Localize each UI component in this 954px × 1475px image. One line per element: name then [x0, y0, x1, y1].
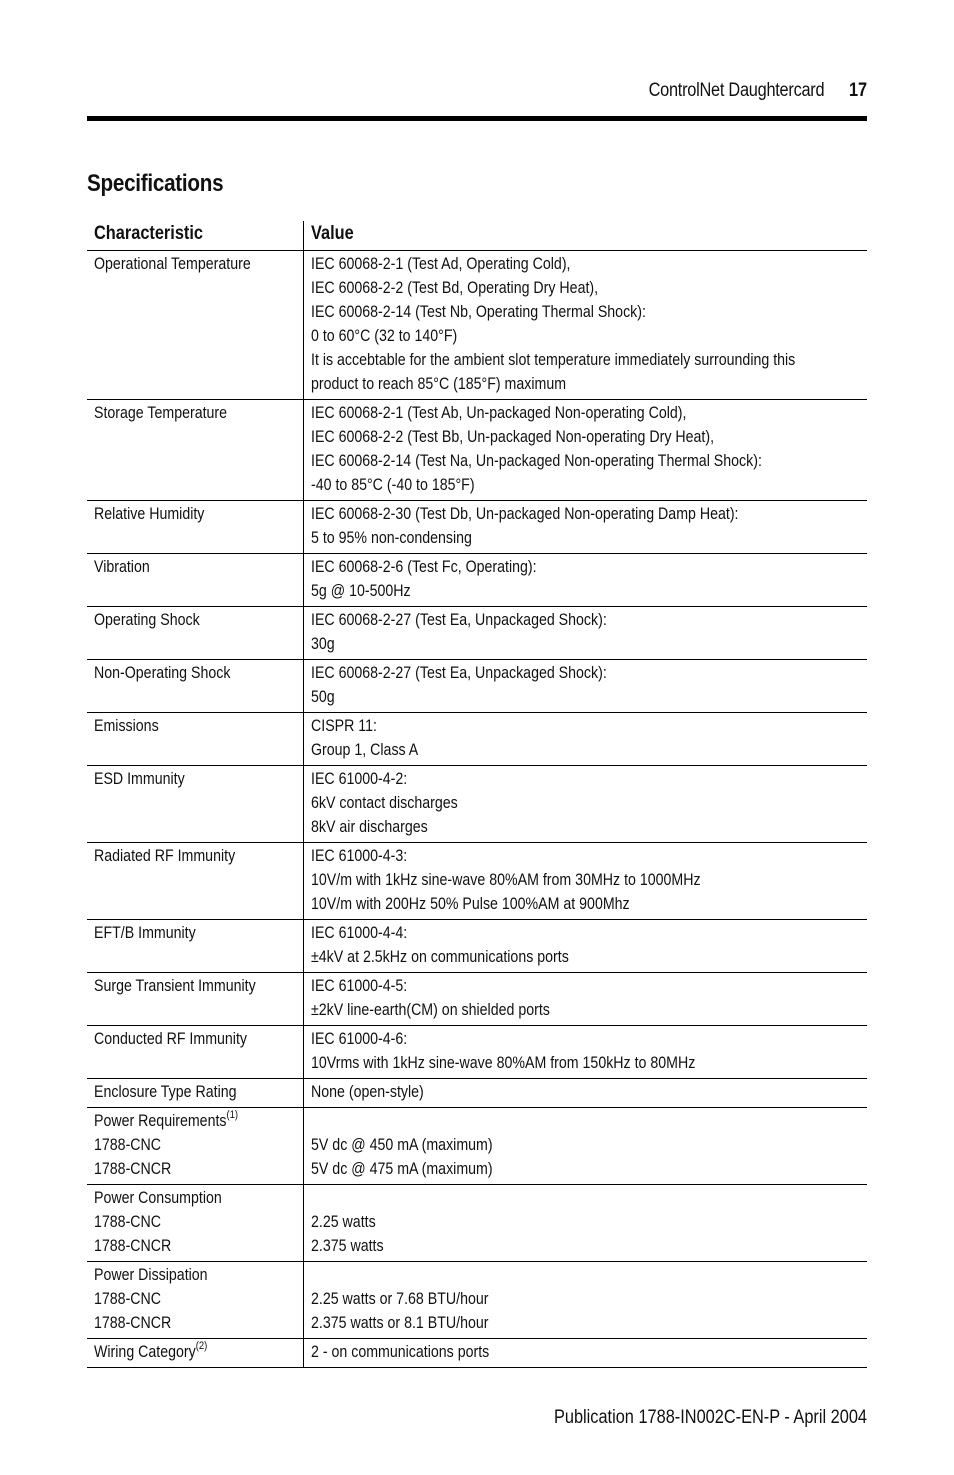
characteristic-cell	[87, 251, 303, 400]
characteristic-cell	[87, 1262, 303, 1339]
value-text: 5 to 95% non-condensing	[310, 529, 472, 547]
value-cell	[303, 843, 867, 920]
table-row	[87, 973, 867, 1026]
characteristic-cell	[87, 843, 303, 920]
characteristic-text: 1788-CNCR	[94, 1314, 172, 1332]
characteristic-text: 1788-CNC	[94, 1290, 162, 1308]
value-text: IEC 61000-4-6:	[310, 1030, 407, 1048]
table-row	[87, 843, 867, 920]
characteristic-cell	[87, 660, 303, 713]
table-row	[87, 251, 867, 400]
value-text: IEC 60068-2-14 (Test Na, Un-packaged Non-operating Thermal Shock):	[310, 452, 762, 470]
value-cell	[303, 920, 867, 973]
value-text: Group 1, Class A	[310, 741, 418, 759]
value-text: -40 to 85°C (-40 to 185°F)	[310, 476, 475, 494]
table-row	[87, 1026, 867, 1079]
value-text: 2.375 watts	[310, 1237, 384, 1255]
characteristic-cell	[87, 1339, 303, 1368]
value-text: IEC 60068-2-30 (Test Db, Un-packaged Non-operating Damp Heat):	[310, 505, 739, 523]
publication-footer: Publication 1788-IN002C-EN-P - April 2004	[553, 1407, 867, 1428]
value-text: IEC 61000-4-5:	[310, 977, 407, 995]
value-cell	[303, 554, 867, 607]
characteristic-text: Wiring Category$^{(2)}$	[94, 1339, 208, 1361]
value-cell	[303, 1079, 867, 1108]
value-text: product to reach 85°C (185°F) maximum	[310, 375, 566, 393]
characteristic-text: Power Dissipation	[94, 1266, 208, 1284]
value-cell	[303, 766, 867, 843]
value-text	[311, 1186, 784, 1210]
value-cell	[303, 1026, 867, 1079]
table-row	[87, 400, 867, 501]
characteristic-cell	[87, 1185, 303, 1262]
value-text: 5V dc @ 475 mA (maximum)	[310, 1160, 493, 1178]
value-cell	[303, 251, 867, 400]
value-text: IEC 60068-2-14 (Test Nb, Operating Thermal Shock):	[310, 303, 646, 321]
value-text	[311, 1109, 784, 1133]
value-text: 2 - on communications ports	[310, 1343, 489, 1361]
value-text: 5g @ 10-500Hz	[310, 582, 411, 600]
value-text: 5V dc @ 450 mA (maximum)	[310, 1136, 493, 1154]
characteristic-text: Storage Temperature	[94, 404, 228, 422]
value-cell	[303, 1185, 867, 1262]
characteristic-cell	[87, 1026, 303, 1079]
characteristic-text: Non-Operating Shock	[94, 664, 231, 682]
characteristic-cell	[87, 713, 303, 766]
characteristic-text: Vibration	[94, 558, 150, 576]
value-text: ±2kV line-earth(CM) on shielded ports	[310, 1001, 550, 1019]
value-text: IEC 60068-2-6 (Test Fc, Operating):	[310, 558, 537, 576]
characteristic-text: Power Requirements$^{(1)}$	[94, 1108, 239, 1130]
characteristic-cell	[87, 766, 303, 843]
value-text	[311, 1263, 784, 1287]
characteristic-text: Power Consumption	[94, 1189, 222, 1207]
value-text: IEC 60068-2-2 (Test Bd, Operating Dry Heat),	[310, 279, 598, 297]
value-text: IEC 60068-2-27 (Test Ea, Unpackaged Shock):	[310, 664, 607, 682]
value-text: 10V/m with 1kHz sine-wave 80%AM from 30MHz to 1000MHz	[310, 871, 701, 889]
table-row	[87, 1262, 867, 1339]
value-cell	[303, 607, 867, 660]
characteristic-text: 1788-CNCR	[94, 1160, 172, 1178]
value-text: ±4kV at 2.5kHz on communications ports	[310, 948, 569, 966]
value-cell	[303, 660, 867, 713]
value-text: CISPR 11:	[310, 717, 377, 735]
characteristic-text: Enclosure Type Rating	[94, 1083, 237, 1101]
value-text: 50g	[310, 688, 335, 706]
characteristic-text: Radiated RF Immunity	[94, 847, 236, 865]
characteristic-text: Conducted RF Immunity	[94, 1030, 247, 1048]
characteristic-cell	[87, 1108, 303, 1185]
specifications-table	[87, 221, 867, 1368]
footnote-marker: (2)	[195, 1339, 208, 1352]
characteristic-text: Operating Shock	[94, 611, 200, 629]
table-row	[87, 766, 867, 843]
characteristic-text: 1788-CNCR	[94, 1237, 172, 1255]
characteristic-cell	[87, 400, 303, 501]
value-text: IEC 60068-2-1 (Test Ab, Un-packaged Non-operating Cold),	[310, 404, 686, 422]
value-cell	[303, 973, 867, 1026]
characteristic-text: 1788-CNC	[94, 1213, 162, 1231]
table-header-row	[87, 221, 867, 251]
value-text: IEC 60068-2-27 (Test Ea, Unpackaged Shock):	[310, 611, 607, 629]
header-title: ControlNet Daughtercard	[648, 80, 824, 101]
characteristic-cell	[87, 1079, 303, 1108]
value-text: None (open-style)	[310, 1083, 424, 1101]
table-row	[87, 660, 867, 713]
value-text: It is accebtable for the ambient slot temperature immediately surrounding this	[310, 351, 795, 369]
characteristic-cell	[87, 973, 303, 1026]
footnote-marker: (1)	[226, 1108, 239, 1121]
value-text: 10Vrms with 1kHz sine-wave 80%AM from 150kHz to 80MHz	[310, 1054, 695, 1072]
value-text: 2.25 watts or 7.68 BTU/hour	[310, 1290, 488, 1308]
value-text: 30g	[310, 635, 335, 653]
table-row	[87, 1079, 867, 1108]
value-cell	[303, 1262, 867, 1339]
characteristic-cell	[87, 920, 303, 973]
table-row	[87, 501, 867, 554]
value-text: 2.375 watts or 8.1 BTU/hour	[310, 1314, 488, 1332]
value-cell	[303, 713, 867, 766]
characteristic-cell	[87, 554, 303, 607]
page-number: 17	[848, 80, 867, 101]
characteristic-text: Surge Transient Immunity	[94, 977, 256, 995]
header-rule	[87, 116, 867, 121]
characteristic-cell	[87, 501, 303, 554]
value-text: IEC 60068-2-2 (Test Bb, Un-packaged Non-operating Dry Heat),	[310, 428, 714, 446]
table-row	[87, 713, 867, 766]
value-cell	[303, 501, 867, 554]
table-row	[87, 607, 867, 660]
value-text: IEC 61000-4-3:	[310, 847, 407, 865]
table-row	[87, 1185, 867, 1262]
table-row	[87, 920, 867, 973]
characteristic-text: Operational Temperature	[94, 255, 251, 273]
page-header	[87, 80, 867, 108]
column-header-characteristic: Characteristic	[87, 221, 303, 251]
value-text: 8kV air discharges	[310, 818, 428, 836]
characteristic-text: Relative Humidity	[94, 505, 205, 523]
characteristic-text: 1788-CNC	[94, 1136, 162, 1154]
characteristic-text: EFT/B Immunity	[94, 924, 196, 942]
value-text: 2.25 watts	[310, 1213, 376, 1231]
characteristic-text: ESD Immunity	[94, 770, 185, 788]
characteristic-cell	[87, 607, 303, 660]
value-cell	[303, 1108, 867, 1185]
table-row	[87, 1339, 867, 1368]
value-cell	[303, 1339, 867, 1368]
value-text: 10V/m with 200Hz 50% Pulse 100%AM at 900Mhz	[310, 895, 630, 913]
table-row	[87, 1108, 867, 1185]
value-text: IEC 61000-4-4:	[310, 924, 407, 942]
value-text: 0 to 60°C (32 to 140°F)	[310, 327, 457, 345]
section-title: Specifications	[87, 170, 224, 197]
value-cell	[303, 400, 867, 501]
table-row	[87, 554, 867, 607]
value-text: IEC 61000-4-2:	[310, 770, 407, 788]
characteristic-text: Emissions	[94, 717, 159, 735]
column-header-value: Value	[303, 221, 867, 251]
value-text: 6kV contact discharges	[310, 794, 458, 812]
value-text: IEC 60068-2-1 (Test Ad, Operating Cold),	[310, 255, 571, 273]
table-body	[87, 251, 867, 1368]
